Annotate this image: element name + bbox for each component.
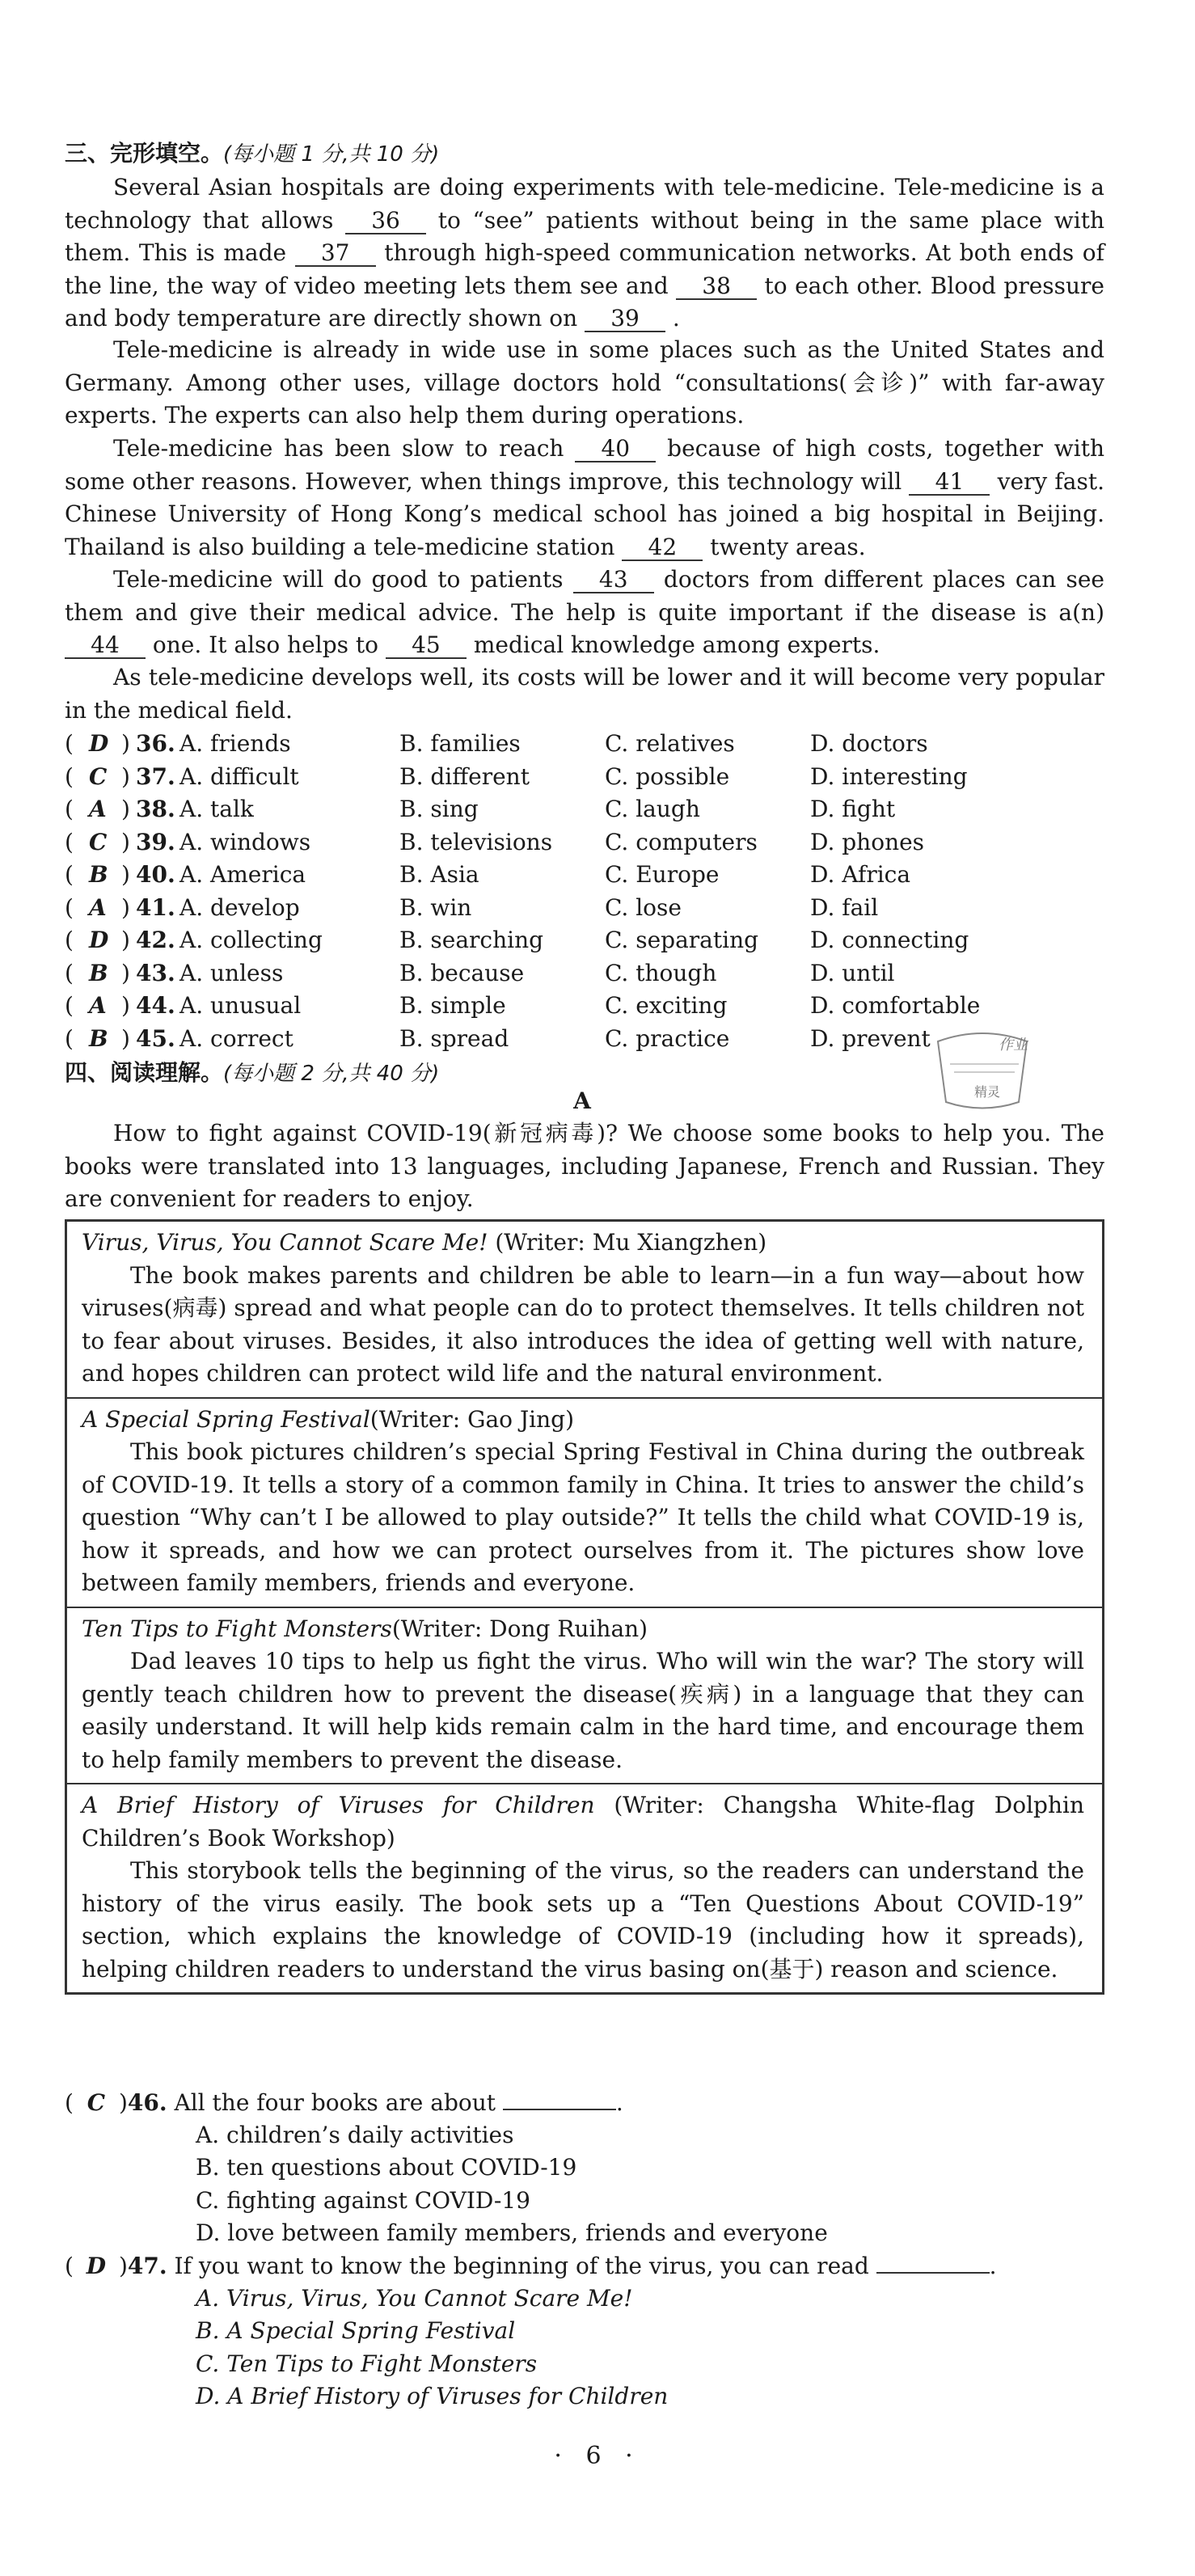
paren-right: ) bbox=[121, 796, 130, 822]
option-row bbox=[0, 924, 1051, 956]
option-b: B. because bbox=[399, 959, 525, 986]
choice-a-text: A. Virus, Virus, You Cannot Scare Me! bbox=[196, 2284, 633, 2312]
book-entry bbox=[67, 1222, 1102, 1399]
option-a: A. unless bbox=[179, 959, 284, 986]
blank-41: 41 bbox=[909, 470, 990, 496]
blank-40: 40 bbox=[575, 437, 656, 462]
book-entry bbox=[67, 1784, 1102, 1992]
question-number: 46. bbox=[127, 2089, 167, 2116]
passage-a-intro bbox=[65, 1117, 1104, 1216]
book-title: A Special Spring Festival bbox=[82, 1405, 370, 1433]
cloze-paragraph-4 bbox=[65, 564, 1104, 662]
option-d: D. prevent bbox=[810, 1024, 931, 1052]
blank-39: 39 bbox=[585, 306, 665, 332]
section-4-title: 四、阅读理解。 bbox=[65, 1059, 224, 1086]
option-row bbox=[0, 1023, 1051, 1055]
blank-37: 37 bbox=[295, 241, 376, 267]
answer-mark: A bbox=[89, 992, 107, 1019]
option-d: D. connecting bbox=[810, 927, 969, 953]
choice-d: D. love between family members, friends and everyone bbox=[196, 2219, 828, 2246]
question-number: 37. bbox=[136, 762, 175, 790]
para3-text-a: Tele-medicine has been slow to reach bbox=[113, 435, 576, 462]
question-47 bbox=[65, 2249, 1116, 2413]
paren-right: ) bbox=[121, 893, 130, 921]
option-d: D. interesting bbox=[810, 762, 968, 790]
option-a: A. unusual bbox=[179, 992, 302, 1019]
answer-mark: D bbox=[86, 2253, 107, 2279]
option-d: D. comfortable bbox=[810, 992, 981, 1019]
choice-c: C. fighting against COVID-19 bbox=[196, 2186, 530, 2214]
passage-a-label: A bbox=[573, 1087, 591, 1114]
cloze-paragraph-1 bbox=[65, 171, 1104, 336]
question-46 bbox=[65, 2086, 1116, 2250]
book-list-table bbox=[65, 1219, 1104, 1995]
book-description: Dad leaves 10 tips to help us fight the virus. Who will win the war? The story will gently teach children how to prevent the disease(疾病) in a language that they can easily understand. It will help kids remain calm in the hard time, and encourage them to help family members to prevent the disease. bbox=[82, 1648, 1084, 1773]
para3-text-b: because of high costs, together with some other reasons. However, when things improve, this technology will bbox=[65, 435, 1104, 495]
choice-c-text: C. Ten Tips to Fight Monsters bbox=[196, 2350, 538, 2377]
paren-left: ( bbox=[65, 959, 74, 986]
para4-text-d: medical knowledge among experts. bbox=[466, 631, 880, 658]
question-number: 41. bbox=[136, 893, 175, 921]
option-row bbox=[0, 728, 1051, 760]
paren-right: ) bbox=[121, 992, 130, 1019]
book-writer: (Writer: Gao Jing) bbox=[369, 1405, 575, 1433]
blank-38: 38 bbox=[676, 274, 757, 300]
option-b: B. different bbox=[399, 762, 530, 790]
choice-b: B. ten questions about COVID-19 bbox=[196, 2154, 577, 2181]
book-writer: (Writer: Dong Ruihan) bbox=[391, 1615, 648, 1642]
stamp-line-1: 作业 bbox=[999, 1037, 1028, 1054]
paren-left: ( bbox=[65, 796, 74, 822]
book-writer: (Writer: Changsha White-flag Dolphin Children’s Book Workshop) bbox=[82, 1792, 1084, 1852]
para5-text: As tele-medicine develops well, its costs will be lower and it will become very popular in the medical field. bbox=[65, 664, 1104, 724]
question-number: 43. bbox=[136, 959, 175, 986]
option-c: C. lose bbox=[605, 893, 682, 921]
blank-43: 43 bbox=[573, 568, 654, 593]
question-text: If you want to know the beginning of the virus, you can read bbox=[174, 2253, 869, 2279]
book-description: This storybook tells the beginning of the virus, so the readers can understand the history of the virus easily. The book sets up a “Ten Questions About COVID-19” section, which explains the knowledge of COVID-19 (including how it spreads), helping children readers to understand the virus basing on(基于) reason and science. bbox=[82, 1857, 1084, 1983]
para2-text: Tele-medicine is already in wide use in some places such as the United States and Germany. Among other uses, village doctors hold “consultations(会诊)” with far-away experts. The experts can also help them during operations. bbox=[65, 336, 1104, 429]
page-number: · 6 · bbox=[554, 2442, 641, 2470]
paren-left: ( bbox=[65, 861, 74, 888]
book-title: Ten Tips to Fight Monsters bbox=[82, 1615, 392, 1642]
para4-text-c: one. It also helps to bbox=[146, 631, 386, 658]
option-c: C. Europe bbox=[605, 861, 720, 888]
answer-line bbox=[876, 2249, 990, 2274]
option-a: A. America bbox=[179, 861, 306, 888]
section-4-scoring-note: (每小题 2 分,共 40 分) bbox=[223, 1062, 440, 1086]
option-a: A. difficult bbox=[179, 762, 299, 790]
paren-left: ( bbox=[65, 730, 74, 757]
option-row bbox=[0, 826, 1051, 859]
answer-mark: C bbox=[89, 762, 108, 790]
book-description: The book makes parents and children be able to learn—in a fun way—about how viruses(病毒) spread and what people can do to protect themselves. It tells children not to fear about viruses. Besides, it also introduces the idea of getting well with nature, and hopes children can protect wild life and the natural environment. bbox=[82, 1261, 1084, 1387]
answer-mark: A bbox=[89, 796, 107, 822]
option-d: D. fail bbox=[810, 893, 879, 921]
option-b: B. spread bbox=[399, 1024, 509, 1052]
choice-b-text: B. A Special Spring Festival bbox=[196, 2317, 516, 2344]
paren-left: ( bbox=[65, 1024, 74, 1052]
option-c: C. exciting bbox=[605, 992, 728, 1019]
paren-right: ) bbox=[121, 1024, 130, 1052]
para1-text-b: to “see” patients without being in the same place with them. This is made bbox=[65, 206, 1104, 266]
cloze-paragraph-5 bbox=[65, 661, 1104, 727]
answer-mark: D bbox=[89, 730, 109, 757]
option-c: C. separating bbox=[605, 927, 759, 953]
paren-right: ) bbox=[121, 927, 130, 953]
option-d: D. doctors bbox=[810, 730, 928, 757]
answer-mark: B bbox=[89, 1024, 108, 1052]
option-b: B. searching bbox=[399, 927, 544, 953]
question-number: 40. bbox=[136, 861, 175, 888]
question-text: All the four books are about bbox=[174, 2089, 496, 2116]
option-d: D. Africa bbox=[810, 861, 911, 888]
question-end: . bbox=[615, 2089, 623, 2116]
blank-42: 42 bbox=[622, 535, 703, 561]
option-a: A. develop bbox=[179, 893, 300, 921]
option-d: D. fight bbox=[810, 796, 896, 822]
para3-text-d: twenty areas. bbox=[703, 533, 866, 560]
answer-line bbox=[503, 2086, 616, 2110]
paren-left: ( bbox=[65, 893, 74, 921]
paren-right: ) bbox=[121, 959, 130, 986]
choice-d-text: D. A Brief History of Viruses for Children bbox=[196, 2383, 669, 2409]
option-row bbox=[0, 793, 1051, 826]
question-number: 36. bbox=[136, 730, 175, 757]
option-a: A. friends bbox=[179, 730, 291, 757]
option-row bbox=[0, 957, 1051, 990]
option-a: A. talk bbox=[179, 796, 254, 822]
section-3-scoring-note: (每小题 1 分,共 10 分) bbox=[223, 142, 440, 167]
question-number: 47. bbox=[127, 2253, 167, 2279]
stamp-line-2: 精灵 bbox=[974, 1084, 1001, 1100]
answer-mark: C bbox=[89, 828, 108, 855]
paren-left: ( bbox=[65, 927, 74, 953]
option-c: C. possible bbox=[605, 762, 730, 790]
option-a: A. correct bbox=[179, 1024, 293, 1052]
question-end: . bbox=[989, 2253, 997, 2279]
paren-right: ) bbox=[121, 730, 130, 757]
question-number: 42. bbox=[136, 927, 175, 953]
paren-left: ( bbox=[65, 992, 74, 1019]
choice-b bbox=[65, 2315, 1116, 2348]
blank-45: 45 bbox=[386, 633, 467, 659]
section-3-heading bbox=[65, 136, 439, 168]
option-row bbox=[0, 990, 1051, 1022]
para4-text-b: doctors from different places can see them and give their medical advice. The help is quite important if the disease is a(n) bbox=[65, 566, 1104, 626]
cloze-paragraph-2 bbox=[65, 334, 1104, 433]
blank-44: 44 bbox=[65, 633, 146, 659]
question-number: 45. bbox=[136, 1024, 175, 1052]
question-number: 39. bbox=[136, 828, 175, 855]
question-number: 38. bbox=[136, 796, 175, 822]
section-4-heading bbox=[65, 1055, 439, 1087]
option-row bbox=[0, 761, 1051, 793]
book-description: This book pictures children’s special Spring Festival in China during the outbreak of COVID-19. It tells a story of a common family in China. It tries to answer the child’s question “Why can’t I be allowed to play outside?” It tells the child what COVID-19 is, how it spreads, and how we can protect ourselves from it. The pictures show love between family members, friends and everyone. bbox=[82, 1438, 1084, 1596]
answer-mark: C bbox=[87, 2089, 106, 2116]
choice-a bbox=[65, 2283, 1116, 2316]
para1-text-d: to each other. Blood pressure and body temperature are directly shown on bbox=[65, 272, 1104, 332]
option-c: C. relatives bbox=[605, 730, 735, 757]
answer-mark: D bbox=[89, 927, 109, 953]
book-title: A Brief History of Viruses for Children bbox=[82, 1792, 595, 1818]
section-3-title: 三、完形填空。 bbox=[65, 140, 224, 167]
paren-right: ) bbox=[121, 828, 130, 855]
option-b: B. sing bbox=[399, 796, 479, 822]
option-d: D. phones bbox=[810, 828, 925, 855]
book-title: Virus, Virus, You Cannot Scare Me! bbox=[82, 1229, 488, 1256]
option-b: B. families bbox=[399, 730, 521, 757]
option-d: D. until bbox=[810, 959, 895, 986]
option-a: A. windows bbox=[179, 828, 311, 855]
option-a: A. collecting bbox=[179, 927, 323, 953]
option-c: C. computers bbox=[605, 828, 758, 855]
option-b: B. simple bbox=[399, 992, 506, 1019]
book-entry bbox=[67, 1399, 1102, 1608]
answer-mark: B bbox=[89, 959, 108, 986]
para3-text-c: very fast. Chinese University of Hong Kong’s medical school has joined a big hospital in Beijing. Thailand is also building a tele-medicine station bbox=[65, 467, 1104, 560]
answer-mark: B bbox=[89, 861, 108, 888]
blank-36: 36 bbox=[345, 209, 426, 234]
option-c: C. though bbox=[605, 959, 717, 986]
option-row bbox=[0, 892, 1051, 924]
para1-text-c: through high-speed communication networks. At both ends of the line, the way of video meeting lets them see and bbox=[65, 239, 1104, 299]
question-stem: ( D )47. If you want to know the beginning of the virus, you can read . bbox=[65, 2249, 1116, 2283]
intro-text: How to fight against COVID-19(新冠病毒)? We choose some books to help you. The books were translated into 13 languages, including Japanese, French and Russian. They are convenient for readers to enjoy. bbox=[65, 1120, 1104, 1212]
choice-c bbox=[65, 2348, 1116, 2381]
book-writer: (Writer: Mu Xiangzhen) bbox=[488, 1229, 767, 1256]
option-b: B. Asia bbox=[399, 861, 479, 888]
option-b: B. win bbox=[399, 893, 472, 921]
choice-d bbox=[65, 2380, 1116, 2413]
paren-left: ( bbox=[65, 762, 74, 790]
paren-right: ) bbox=[121, 861, 130, 888]
question-number: 44. bbox=[136, 992, 175, 1019]
paren-left: ( bbox=[65, 828, 74, 855]
question-stem: ( C )46. All the four books are about . bbox=[65, 2086, 1116, 2119]
paren-right: ) bbox=[121, 762, 130, 790]
answer-mark: A bbox=[89, 893, 107, 921]
option-c: C. practice bbox=[605, 1024, 730, 1052]
option-b: B. televisions bbox=[399, 828, 553, 855]
cloze-paragraph-3 bbox=[65, 433, 1104, 564]
option-c: C. laugh bbox=[605, 796, 700, 822]
choice-a: A. children’s daily activities bbox=[196, 2121, 514, 2148]
option-row bbox=[0, 859, 1051, 891]
para4-text-a: Tele-medicine will do good to patients bbox=[113, 566, 573, 593]
para1-text-a: Several Asian hospitals are doing experiments with tele-medicine. Tele-medicine is a technology that allows bbox=[65, 174, 1104, 234]
para1-text-e: . bbox=[665, 305, 680, 332]
watermark-stamp-icon bbox=[922, 1025, 1043, 1114]
book-entry bbox=[67, 1608, 1102, 1785]
